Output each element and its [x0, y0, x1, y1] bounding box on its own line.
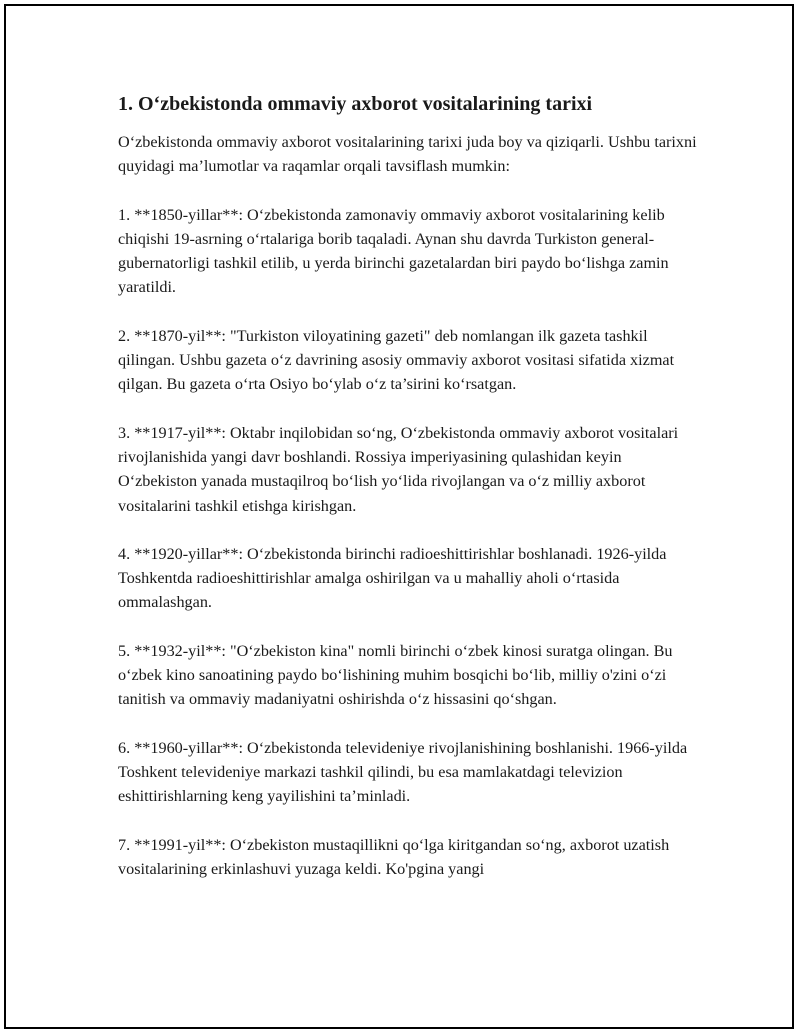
list-item-1960: 6. **1960-yillar**: O‘zbekistonda televideniye rivojlanishining boshlanishi. 1966-yilda Toshkent televideniye markazi tashkil qilindi, bu esa mamlakatdagi televizion eshittirishlarning keng yayilishini ta’minladi. — [118, 738, 688, 806]
list-item-1991: 7. **1991-yil**: O‘zbekiston mustaqillikni qo‘lga kiritgandan so‘ng, axborot uzatish vositalarining erkinlashuvi yuzaga keldi. Ko'pgina yangi — [118, 835, 670, 878]
list-item-1850: 1. **1850-yillar**: O‘zbekistonda zamonaviy ommaviy axborot vositalarining kelib chiqishi 19-asrning o‘rtalariga borib taqaladi. Aynan shu davrda Turkiston general-gubernatorligi tashkil etilib, u yerda birinchi gazetalardan biri paydo bo‘lishga zamin yaratildi. — [118, 205, 669, 297]
document-title: 1. O‘zbekistonda ommaviy axborot vositalarining tarixi — [118, 93, 593, 115]
list-item-1870: 2. **1870-yil**: "Turkiston viloyatining gazeti" deb nomlangan ilk gazeta tashkil qilingan. Ushbu gazeta o‘z davrining asosiy ommaviy axborot vositasi sifatida xizmat qilgan. Bu gazeta o‘rta Osiyo bo‘ylab o‘z ta’sirini ko‘rsatgan. — [118, 326, 675, 394]
intro-paragraph: O‘zbekistonda ommaviy axborot vositalarining tarixi juda boy va qiziqarli. Ushbu tarixni quyidagi ma’lumotlar va raqamlar orqali tavsiflash mumkin: — [118, 133, 697, 176]
document-body — [118, 90, 698, 905]
list-item-1932: 5. **1932-yil**: "O‘zbekiston kina" nomli birinchi o‘zbek kinosi suratga olingan. Bu o‘zbek kino sanoatining paydo bo‘lishining muhim bosqichi bo‘lib, milliy o'zini o‘zi tanitish va ommaviy madaniyatni oshirishda o‘z hissasini qo‘shgan. — [118, 641, 673, 709]
list-item-1917: 3. **1917-yil**: Oktabr inqilobidan so‘ng, O‘zbekistonda ommaviy axborot vositalari rivojlanishida yangi davr boshlandi. Rossiya imperiyasining qulashidan keyin O‘zbekiston yanada mustaqilroq bo‘lish yo‘lida rivojlangan va o‘z milliy axborot vositalarini tashkil etishga kirishgan. — [118, 423, 679, 515]
list-item-1920: 4. **1920-yillar**: O‘zbekistonda birinchi radioeshittirishlar boshlanadi. 1926-yilda Toshkentda radioeshittirishlar amalga oshirilgan va u mahalliy aholi o‘rtasida ommalashgan. — [118, 544, 667, 612]
